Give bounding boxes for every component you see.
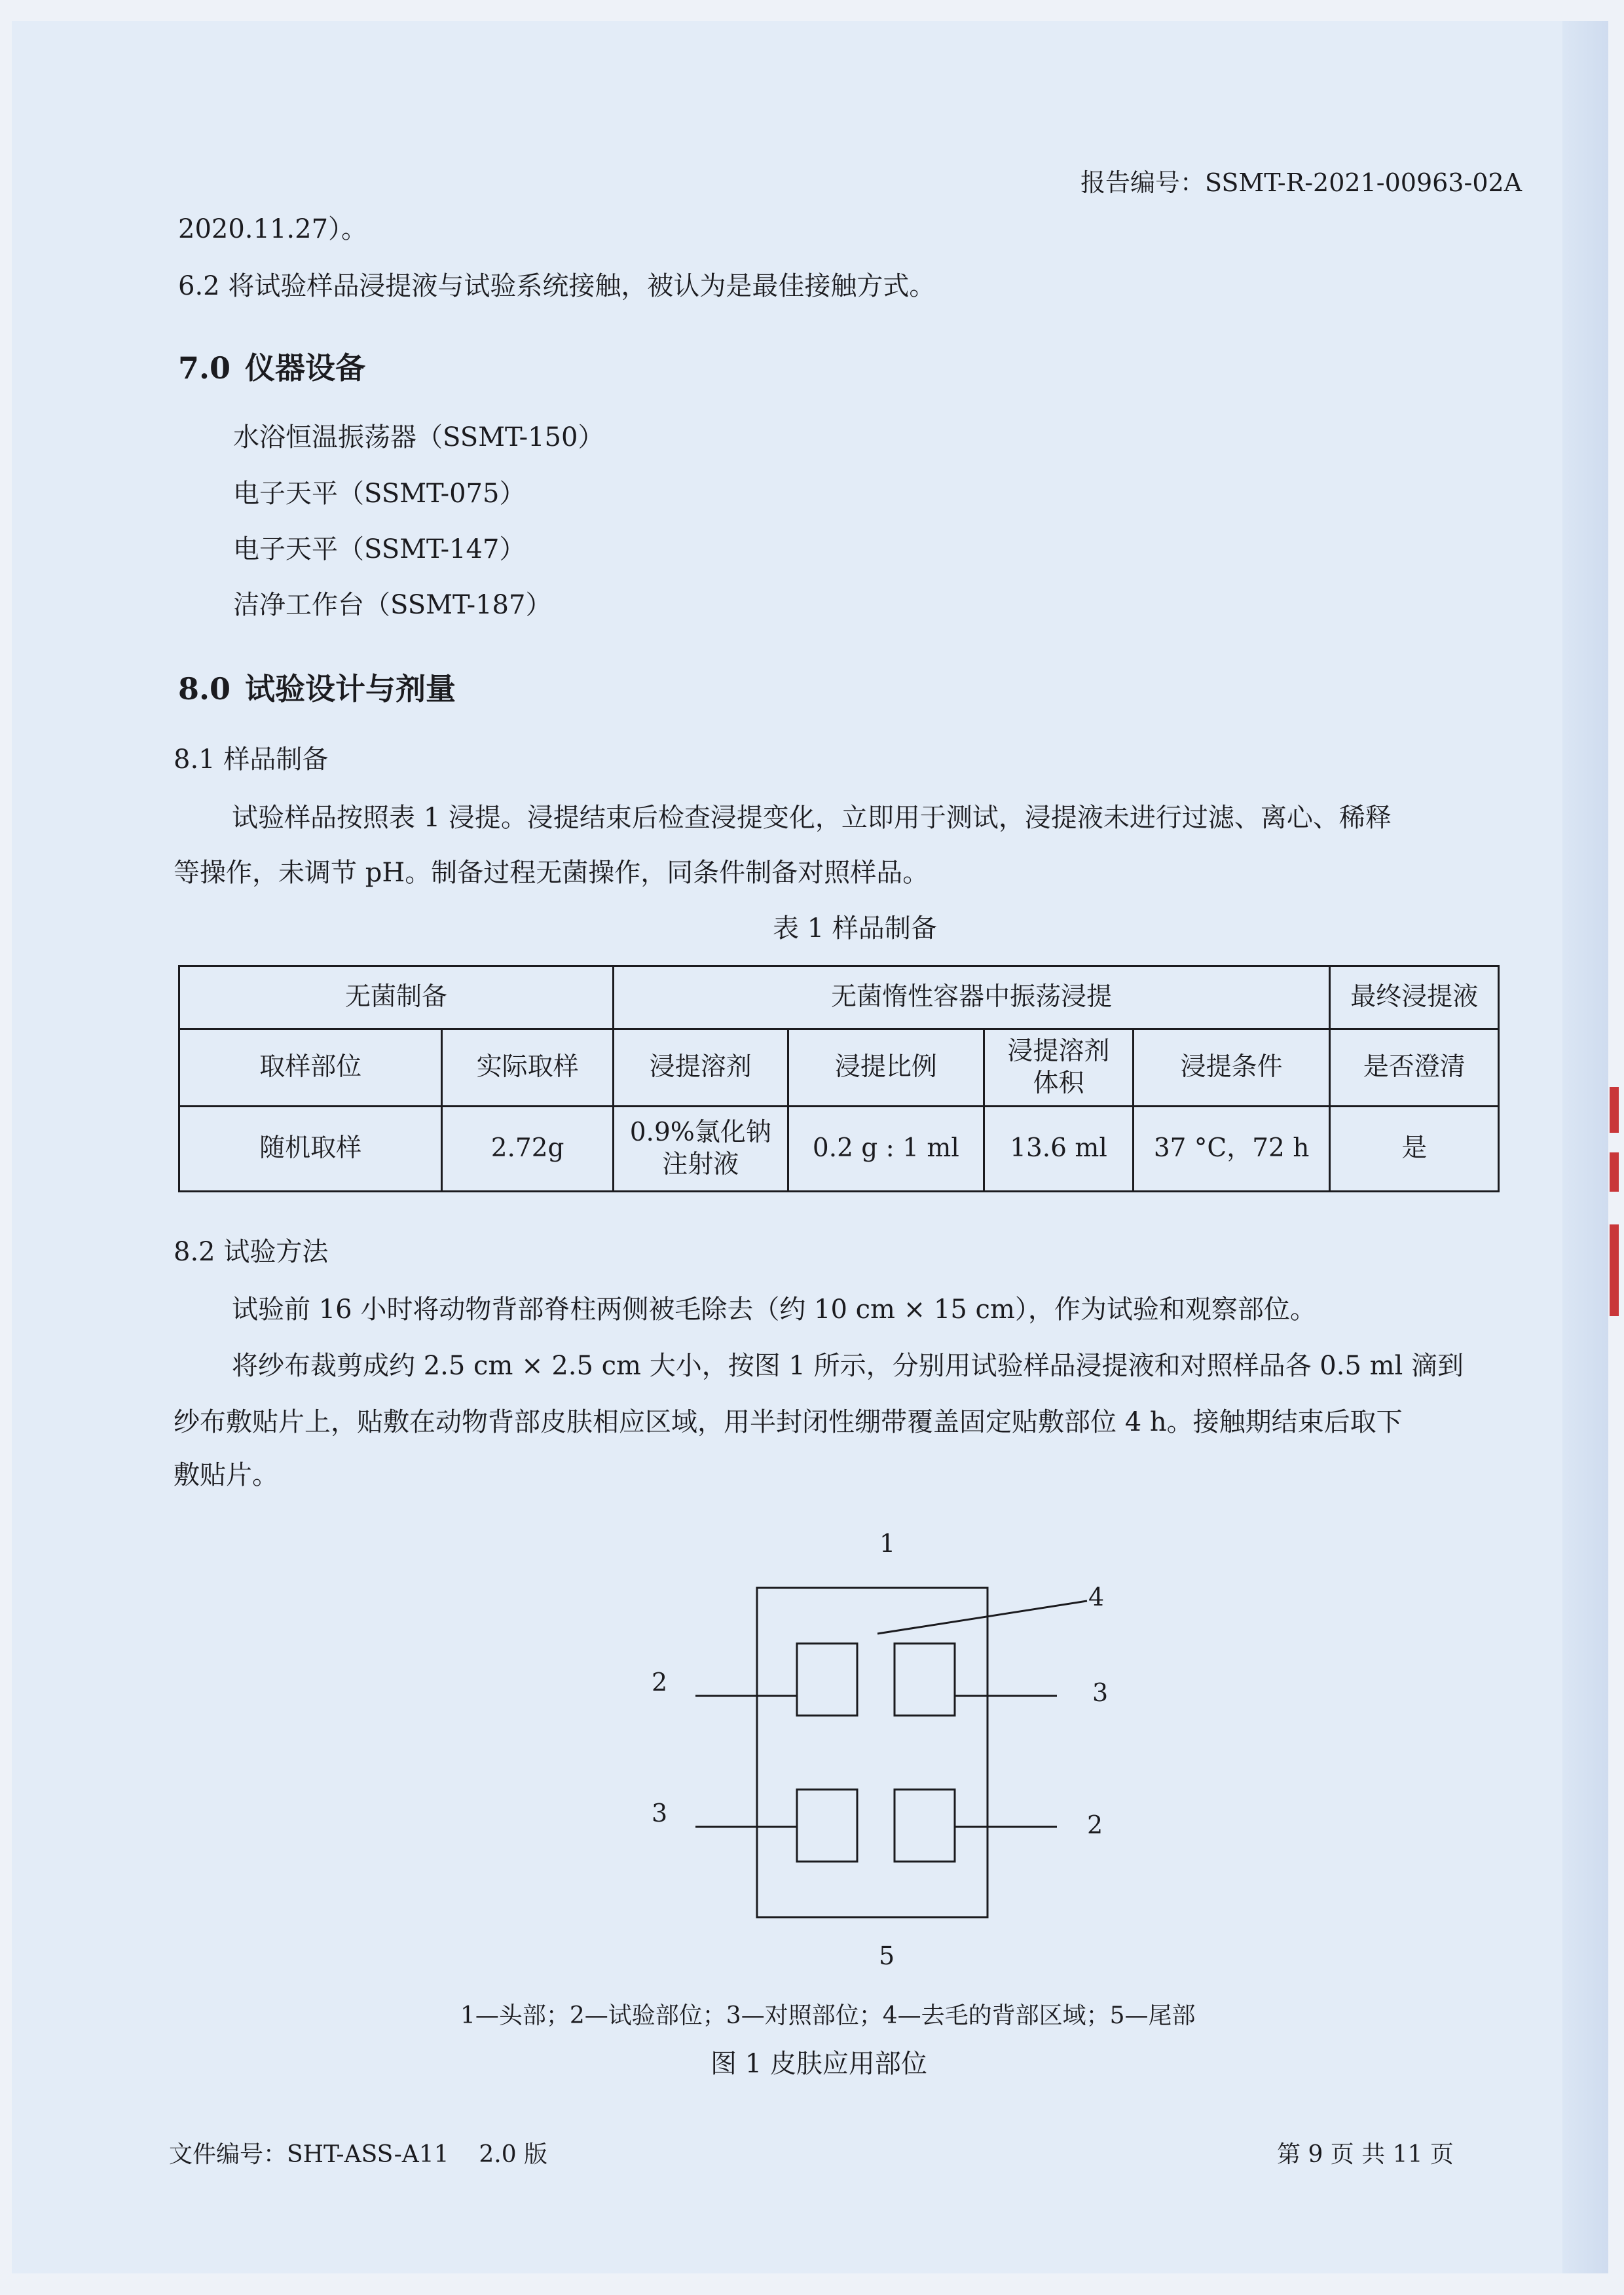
- label-head: 1: [879, 1529, 896, 1558]
- section-8-heading: [178, 665, 456, 708]
- header-line: 体积: [1033, 1068, 1084, 1098]
- column-header: 浸提条件: [1133, 1029, 1330, 1107]
- label-test-site: 2: [1087, 1810, 1103, 1839]
- figure-legend: 1—头部；2—试验部位；3—对照部位；4—去毛的背部区域；5—尾部: [460, 2002, 1196, 2029]
- equipment-item: 洁净工作台（SSMT-187）: [233, 590, 552, 620]
- column-header: 取样部位: [179, 1029, 442, 1107]
- file-number: 文件编号：SHT-ASS-A11 2.0 版: [169, 2141, 548, 2168]
- edge-stamp-mark: [1610, 1087, 1619, 1133]
- equipment-item: 电子天平（SSMT-147）: [233, 534, 526, 564]
- label-shaved-area: 4: [1088, 1583, 1105, 1611]
- paragraph-6-2: 6.2 将试验样品浸提液与试验系统接触，被认为是最佳接触方式。: [178, 271, 936, 301]
- equipment-item: 电子天平（SSMT-075）: [233, 479, 526, 509]
- column-header: 是否澄清: [1330, 1029, 1499, 1107]
- figure-caption: 图 1 皮肤应用部位: [710, 2049, 927, 2079]
- date-line: 2020.11.27）。: [178, 214, 368, 244]
- table-cell: 13.6 ml: [984, 1107, 1134, 1192]
- label-control-site: 3: [652, 1799, 668, 1827]
- column-header: 浸提比例: [788, 1029, 984, 1107]
- cell-line: 注射液: [662, 1149, 739, 1179]
- patch-lower-left: [797, 1790, 857, 1862]
- back-area-outline: [757, 1588, 987, 1917]
- paragraph-line: 试验前 16 小时将动物背部脊柱两侧被毛除去（约 10 cm × 15 cm），作为试验和观察部位。: [232, 1294, 1316, 1325]
- edge-stamp-mark: [1610, 1152, 1619, 1192]
- table-cell: 2.72g: [442, 1107, 614, 1192]
- table-cell: [613, 1107, 788, 1192]
- paragraph-line: 试验样品按照表 1 浸提。浸提结束后检查浸提变化，立即用于测试，浸提液未进行过滤、离心、稀释: [232, 803, 1392, 833]
- equipment-item: 水浴恒温振荡器（SSMT-150）: [233, 422, 604, 452]
- table-cell: 0.2 g : 1 ml: [788, 1107, 984, 1192]
- paragraph-line: 敷贴片。: [174, 1460, 278, 1490]
- section-number: 7.0: [178, 350, 231, 386]
- column-header: 浸提溶剂: [613, 1029, 788, 1107]
- subsection-8-2: 8.2 试验方法: [174, 1237, 329, 1267]
- edge-stamp-mark: [1610, 1224, 1619, 1316]
- group-header: 无菌惰性容器中振荡浸提: [613, 966, 1329, 1029]
- paragraph-line: 纱布敷贴片上，贴敷在动物背部皮肤相应区域，用半封闭性绷带覆盖固定贴敷部位 4 h。接触期结束后取下: [174, 1407, 1403, 1437]
- paragraph-line: 等操作，未调节 pH。制备过程无菌操作，同条件制备对照样品。: [174, 858, 929, 888]
- header-line: 浸提溶剂: [1007, 1036, 1110, 1066]
- leader-line: [877, 1601, 1087, 1634]
- table-cell: 是: [1330, 1107, 1499, 1192]
- label-test-site: 2: [652, 1668, 668, 1697]
- group-header: 最终浸提液: [1330, 966, 1499, 1029]
- group-header: 无菌制备: [179, 966, 614, 1029]
- column-header: [984, 1029, 1134, 1107]
- table-cell: 37 °C，72 h: [1133, 1107, 1330, 1192]
- section-7-heading: [178, 344, 365, 388]
- table-cell: 随机取样: [179, 1107, 442, 1192]
- patch-lower-right: [895, 1790, 955, 1862]
- section-number: 8.0: [178, 671, 231, 707]
- subsection-8-1: 8.1 样品制备: [174, 744, 329, 775]
- patch-upper-left: [797, 1643, 857, 1716]
- application-site-figure: [629, 1519, 1126, 1977]
- paragraph-line: 将纱布裁剪成约 2.5 cm × 2.5 cm 大小，按图 1 所示，分别用试验样品浸提液和对照样品各 0.5 ml 滴到: [232, 1351, 1464, 1381]
- label-control-site: 3: [1092, 1678, 1109, 1707]
- patch-upper-right: [895, 1643, 955, 1716]
- section-title: 仪器设备: [245, 350, 366, 386]
- report-number: 报告编号：SSMT-R-2021-00963-02A: [1080, 168, 1522, 197]
- section-title: 试验设计与剂量: [245, 671, 456, 707]
- page-number: 第 9 页 共 11 页: [1277, 2141, 1454, 2168]
- column-header: 实际取样: [442, 1029, 614, 1107]
- sample-prep-table: [178, 965, 1500, 1192]
- page-edge-shadow: [1562, 21, 1608, 2273]
- table-caption: 表 1 样品制备: [773, 913, 937, 944]
- label-tail: 5: [879, 1941, 895, 1970]
- cell-line: 0.9%氯化钠: [629, 1117, 771, 1147]
